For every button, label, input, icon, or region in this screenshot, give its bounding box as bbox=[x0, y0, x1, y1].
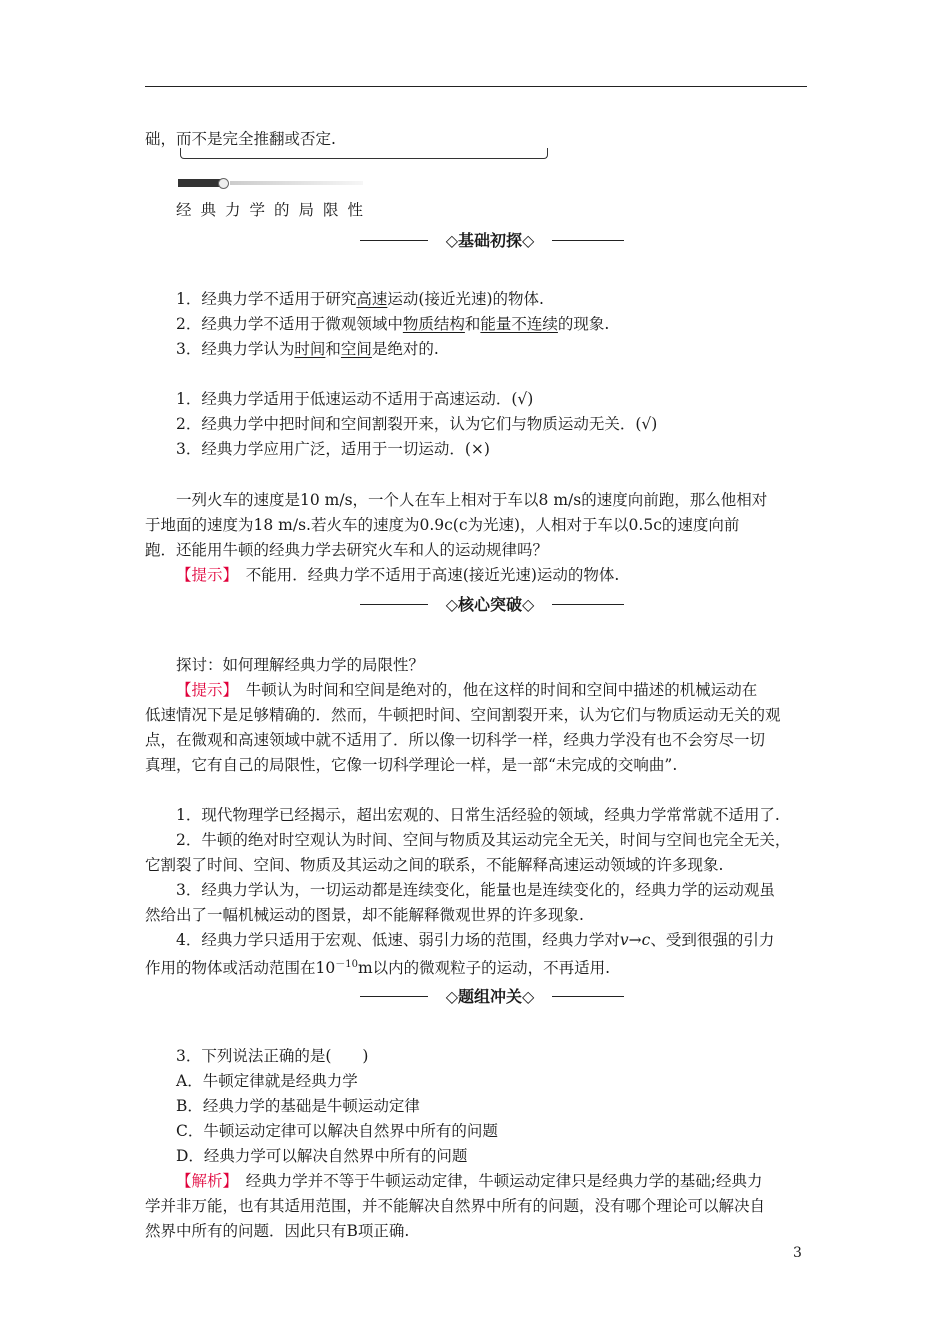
discussion-hint-line-2: 低速情况下是足够精确的．然而，牛顿把时间、空间割裂开来，认为它们与物质运动无关的观 bbox=[145, 706, 781, 724]
option-c: C．牛顿运动定律可以解决自然界中所有的问题 bbox=[176, 1122, 498, 1140]
bracket-decoration bbox=[180, 148, 548, 159]
point-3-line-2: 然给出了一幅机械运动的图景，却不能解释微观世界的许多现象. bbox=[145, 906, 584, 924]
question-hint bbox=[176, 564, 619, 586]
point-4-line-1 bbox=[176, 929, 774, 951]
answer-line-3: 然界中所有的问题．因此只有B项正确. bbox=[145, 1222, 410, 1240]
section-heading-exercises bbox=[0, 985, 950, 1009]
section-label: ◇核心突破◇ bbox=[445, 595, 535, 614]
discussion-hint-line-4: 真理，它有自己的局限性，它像一切科学理论一样，是一部“未完成的交响曲”. bbox=[145, 756, 678, 774]
page-number: 3 bbox=[793, 1245, 802, 1261]
text: 和 bbox=[464, 315, 481, 333]
discussion-question: 探讨：如何理解经典力学的局限性？ bbox=[176, 656, 425, 674]
hint-label: 【提示】 bbox=[176, 566, 231, 584]
hint-label: 【提示】 bbox=[176, 681, 231, 699]
section-heading-basics bbox=[0, 229, 950, 253]
point-2-line-1: 2．牛顿的绝对时空观认为时间、空间与物质及其运动完全无关，时间与空间也完全无关， bbox=[176, 831, 791, 849]
heading-rule-right bbox=[552, 604, 624, 605]
point-3-line-1: 3．经典力学认为，一切运动都是连续变化，能量也是连续变化的，经典力学的运动观虽 bbox=[176, 881, 775, 899]
fill-blank: 时间 bbox=[294, 340, 326, 358]
exercise-stem: 3．下列说法正确的是( ) bbox=[176, 1047, 369, 1065]
option-b: B．经典力学的基础是牛顿运动定律 bbox=[176, 1097, 420, 1115]
velocity-symbol: v bbox=[619, 931, 629, 949]
question-line-2: 于地面的速度为18 m/s.若火车的速度为0.9c(c为光速)，人相对于车以0.5c的速度向前 bbox=[145, 516, 740, 534]
heading-rule-right bbox=[552, 240, 624, 241]
exponent: －10 bbox=[335, 959, 358, 970]
heading-rule-right bbox=[552, 996, 624, 997]
judge-item-2: 2．经典力学中把时间和空间割裂开来，认为它们与物质运动无关．(√) bbox=[176, 415, 658, 433]
point-2-line-2: 它割裂了时间、空间、物质及其运动之间的联系，不能解释高速运动领域的许多现象. bbox=[145, 856, 724, 874]
text: 运动(接近光速)的物体. bbox=[387, 290, 544, 308]
question-line-3: 跑．还能用牛顿的经典力学去研究火车和人的运动规律吗？ bbox=[145, 541, 549, 559]
tag-gradient-bar bbox=[230, 181, 363, 185]
section-heading-core bbox=[0, 593, 950, 617]
knowledge-point-tag bbox=[178, 179, 363, 187]
hint-text: 牛顿认为时间和空间是绝对的，他在这样的时间和空间中描述的机械运动在 bbox=[230, 681, 758, 699]
light-speed-symbol: c bbox=[641, 931, 651, 949]
basic-item-1 bbox=[176, 288, 544, 310]
fill-blank: 空间 bbox=[340, 340, 372, 358]
text: 1．经典力学不适用于研究 bbox=[176, 290, 357, 308]
basic-item-3 bbox=[176, 338, 439, 360]
point-4-line-2 bbox=[145, 954, 610, 979]
heading-rule-left bbox=[360, 996, 428, 997]
answer-line-1 bbox=[176, 1170, 763, 1192]
fill-blank: 能量不连续 bbox=[480, 315, 558, 333]
fill-blank: 高速 bbox=[356, 290, 388, 308]
section-label: ◇基础初探◇ bbox=[445, 231, 535, 250]
fill-blank: 物质结构 bbox=[402, 315, 465, 333]
tag-circle-icon bbox=[218, 178, 229, 189]
heading-rule-left bbox=[360, 604, 428, 605]
tag-dark-block bbox=[178, 179, 222, 187]
text: m以内的微观粒子的运动，不再适用. bbox=[357, 959, 611, 978]
judge-item-3: 3．经典力学应用广泛，适用于一切运动．(×) bbox=[176, 440, 490, 458]
discussion-hint-line-3: 点，在微观和高速领域中就不适用了．所以像一切科学一样，经典力学没有也不会穷尽一切 bbox=[145, 731, 766, 749]
arrow-symbol: → bbox=[628, 931, 642, 949]
answer-line-2: 学并非万能，也有其适用范围，并不能解决自然界中所有的问题，没有哪个理论可以解决自 bbox=[145, 1197, 766, 1215]
text: 的现象. bbox=[557, 315, 610, 333]
text: 、受到很强的引力 bbox=[650, 931, 775, 949]
text: 和 bbox=[325, 340, 341, 358]
hint-text: 不能用．经典力学不适用于高速(接近光速)运动的物体. bbox=[230, 566, 620, 584]
option-a: A．牛顿定律就是经典力学 bbox=[176, 1072, 358, 1090]
header-rule bbox=[145, 86, 807, 87]
question-line-1: 一列火车的速度是10 m/s，一个人在车上相对于车以8 m/s的速度向前跑，那么他相对 bbox=[176, 491, 768, 509]
point-1: 1．现代物理学已经揭示，超出宏观的、日常生活经验的领域，经典力学常常就不适用了. bbox=[176, 806, 780, 824]
option-d: D．经典力学可以解决自然界中所有的问题 bbox=[176, 1147, 468, 1165]
text: 是绝对的. bbox=[371, 340, 439, 358]
section-label: ◇题组冲关◇ bbox=[445, 987, 535, 1006]
continued-text: 础，而不是完全推翻或否定. bbox=[145, 130, 336, 148]
basic-item-2 bbox=[176, 313, 609, 335]
judge-item-1: 1．经典力学适用于低速运动不适用于高速运动．(√) bbox=[176, 390, 534, 408]
discussion-hint-line-1 bbox=[176, 679, 757, 701]
text: 作用的物体或活动范围在10 bbox=[145, 959, 336, 978]
text: 2．经典力学不适用于微观领域中 bbox=[176, 315, 403, 333]
answer-label: 【解析】 bbox=[176, 1172, 231, 1190]
text: 3．经典力学认为 bbox=[176, 340, 295, 358]
subsection-title: 经典力学的局限性 bbox=[176, 201, 373, 219]
answer-text: 经典力学并不等于牛顿运动定律，牛顿运动定律只是经典力学的基础;经典力 bbox=[230, 1172, 763, 1190]
heading-rule-left bbox=[360, 240, 428, 241]
text: 4．经典力学只适用于宏观、低速、弱引力场的范围，经典力学对 bbox=[176, 931, 620, 949]
